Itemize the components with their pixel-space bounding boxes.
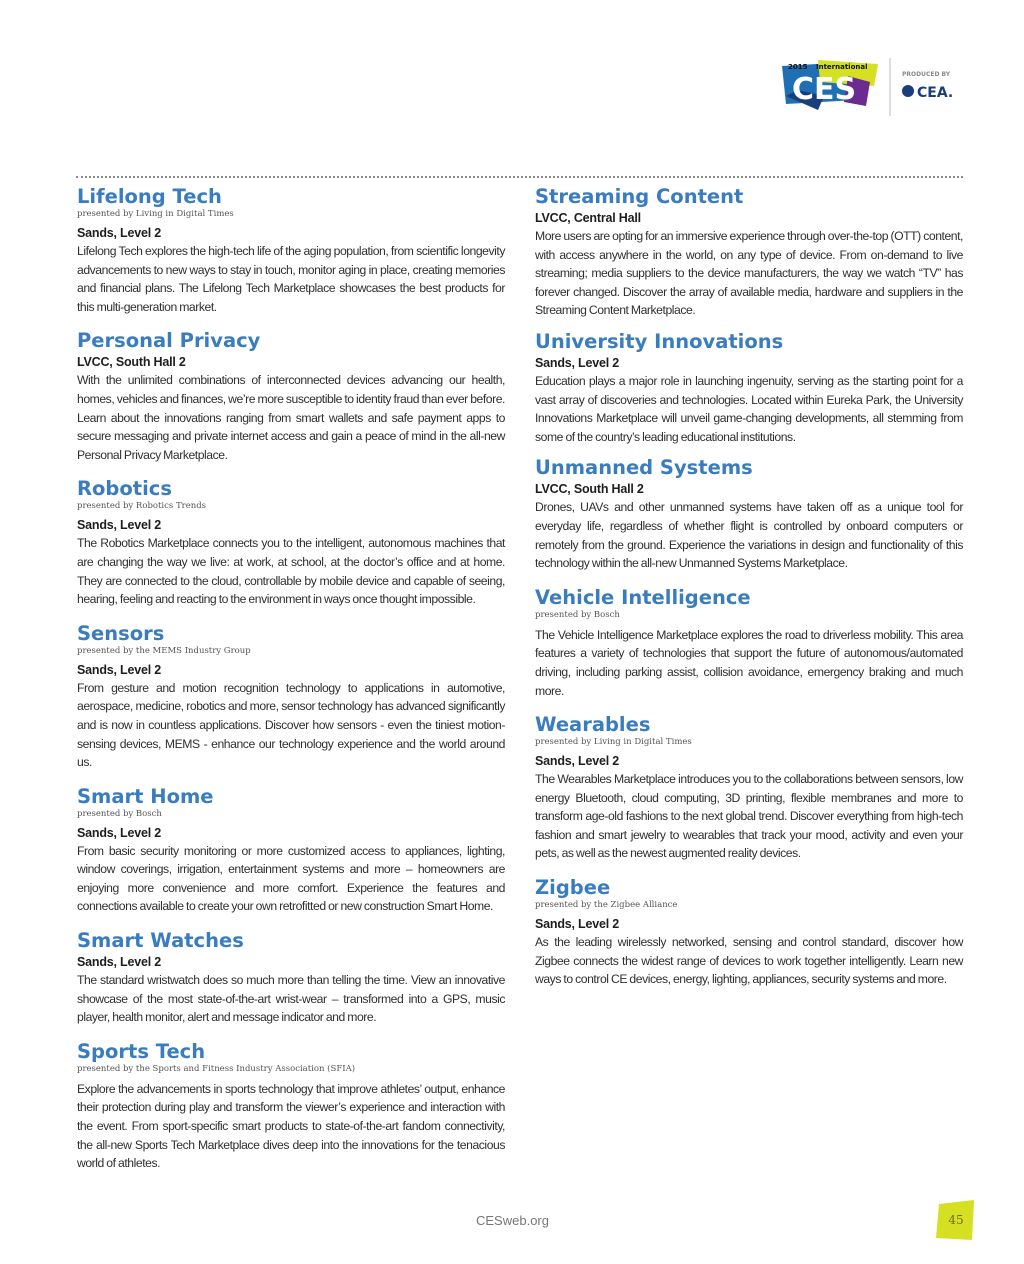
page-number: 45 [948, 1213, 964, 1227]
section-body: Education plays a major role in launching ingenuity, serving as the starting point for a vast array of discoveries and technologies. Located within Eureka Park, the University Innovations Marketplace will unveil game-changing developments, all stemming from some of the country’s leading educational institutions. [535, 373, 963, 444]
section-title: Lifelong Tech [77, 185, 222, 208]
section-body: From basic security monitoring or more customized access to appliances, lighting, window coverings, irrigation, entertainment systems and more – homeowners are enjoying more convenience and more comfort. Experience the features and connections available to create your own retrofitted or new construction Smart Home. [77, 843, 505, 914]
section-body: The Wearables Marketplace introduces you to the collaborations between sensors, low energy Bluetooth, cloud computing, 3D printing, flexible membranes and more to transform age-old fashions to the next global trend. Discover everything from high-tech fashion and smart jewelry to wearables that track your mood, activity and even your pets, as well as the newest augmented reality devices. [535, 772, 963, 861]
section-presenter: presented by Bosch [535, 609, 620, 620]
left-column [77, 184, 505, 1173]
section-location: Sands, Level 2 [535, 754, 620, 769]
section-body: With the unlimited combinations of interconnected devices advancing our health, homes, vehicles and finances, we’re more susceptible to identity fraud than ever before. Learn about the innovations ranging from smart wallets and safe payment apps to secure messaging and private internet access and gain a peace of mind in the all-new Personal Privacy Marketplace. [77, 373, 505, 462]
section-body: The standard wristwatch does so much more than telling the time. View an innovative showcase of the most state-of-the-art wrist-wear – transformed into a GPS, music player, health monitor, alert and message indicator and more. [77, 973, 505, 1025]
section-location: Sands, Level 2 [535, 355, 620, 370]
logo-year: 2015 [788, 63, 808, 71]
footer-url: CESweb.org [476, 1213, 549, 1228]
section-location: Sands, Level 2 [77, 226, 162, 240]
section-university-innovations [535, 329, 963, 446]
section-title: Smart Home [77, 784, 214, 808]
section-lifelong-tech [77, 184, 505, 316]
dotted-divider [76, 176, 963, 178]
section-presenter: presented by the Sports and Fitness Industry Association (SFIA) [77, 1063, 356, 1074]
section-body: Drones, UAVs and other unmanned systems have taken off as a unique tool for everyday life, regardless of whether flight is controlled by onboard computers or remotely from the ground. Experience the variations in design and functionality of this technology within the all-new Unmanned Systems Marketplace. [535, 500, 963, 571]
section-title: University Innovations [535, 329, 784, 353]
section-title: Streaming Content [535, 185, 744, 208]
logo-ces: CES [792, 72, 857, 107]
section-body: Explore the advancements in sports technology that improve athletes’ output, enhance their protection during play and transform the viewer’s experience and interaction with the event. From sport-specific smart products to state-of-the-art fandom connectivity, the all-new Sports Tech Marketplace dives deep into the innovations for the tenacious world of athletes. [77, 1081, 505, 1171]
section-presenter: presented by Living in Digital Times [535, 737, 692, 748]
section-smart-watches [77, 928, 505, 1027]
section-body: Lifelong Tech explores the high-tech life of the aging population, from scientific longevity advancements to new ways to stay in touch, monitor aging in place, creating memories and financial plans. The Lifelong Tech Marketplace showcases the best products for this multi-generation market. [77, 244, 505, 314]
section-title: Robotics [77, 477, 172, 501]
section-zigbee [535, 875, 963, 989]
section-title: Wearables [535, 713, 651, 737]
section-streaming-content [535, 184, 963, 320]
section-location: Sands, Level 2 [77, 825, 162, 840]
section-presenter: presented by the MEMS Industry Group [77, 645, 251, 656]
cea-star-icon [902, 85, 914, 97]
ces-cea-logo [778, 56, 970, 118]
section-title: Vehicle Intelligence [535, 585, 751, 609]
section-presenter: presented by Robotics Trends [77, 501, 207, 512]
section-sensors [77, 621, 505, 772]
section-location: Sands, Level 2 [535, 917, 620, 932]
section-body: More users are opting for an immersive experience through over-the-top (OTT) content, with access anywhere in the world, on any type of device. From on-demand to live streaming; media suppliers to the device manufacturers, the way we watch “TV” has forever changed. Discover the array of available media, hardware and suppliers in the Streaming Content Marketplace. [535, 229, 963, 318]
section-title: Zigbee [535, 876, 611, 900]
section-title: Smart Watches [77, 929, 244, 953]
section-title: Sports Tech [77, 1039, 206, 1063]
section-vehicle-intelligence [535, 585, 963, 700]
section-body: The Vehicle Intelligence Marketplace explores the road to driverless mobility. This area features a variety of technologies that support the future of autonomous/automated driving, including parking assist, collision avoidance, emergency braking and much more. [535, 627, 963, 698]
section-body: The Robotics Marketplace connects you to the intelligent, autonomous machines that are changing the way we live: at work, at school, at the doctor’s office and at home. They are connected to the cloud, controllable by mobile device and capable of seeing, hearing, feeling and reacting to the environment in ways once thought impossible. [77, 536, 505, 607]
section-personal-privacy [77, 328, 505, 464]
section-smart-home [77, 784, 505, 916]
section-location: Sands, Level 2 [77, 662, 162, 677]
section-location: Sands, Level 2 [77, 518, 162, 533]
section-location: Sands, Level 2 [77, 955, 162, 970]
section-unmanned-systems [535, 455, 963, 572]
right-column [535, 184, 963, 989]
section-title: Sensors [77, 621, 165, 645]
section-location: LVCC, Central Hall [535, 211, 641, 225]
section-sports-tech [77, 1039, 505, 1173]
section-title: Personal Privacy [77, 329, 261, 353]
logo-international: International [816, 63, 868, 71]
section-body: From gesture and motion recognition technology to applications in automotive, aerospace, medicine, robotics and more, sensor technology has advanced significantly and is now in countless applications. Discover how sensors - even the tiniest motion-sensing devices, MEMS - enhance our technology experience and the world around us. [77, 680, 505, 770]
section-location: LVCC, South Hall 2 [77, 355, 186, 370]
section-presenter: presented by Bosch [77, 808, 162, 819]
section-body: As the leading wirelessly networked, sensing and control standard, discover how Zigbee connects the widest range of devices to work together intelligently. Learn new ways to control CE devices, energy, lighting, appliances, security systems and more. [535, 935, 963, 987]
section-presenter: presented by Living in Digital Times [77, 209, 234, 219]
produced-by: PRODUCED BY [902, 71, 951, 78]
section-title: Unmanned Systems [535, 456, 753, 480]
cea-wordmark: CEA. [917, 85, 954, 101]
section-presenter: presented by the Zigbee Alliance [535, 900, 678, 911]
section-robotics [77, 476, 505, 608]
section-location: LVCC, South Hall 2 [535, 482, 644, 497]
section-wearables [535, 712, 963, 863]
